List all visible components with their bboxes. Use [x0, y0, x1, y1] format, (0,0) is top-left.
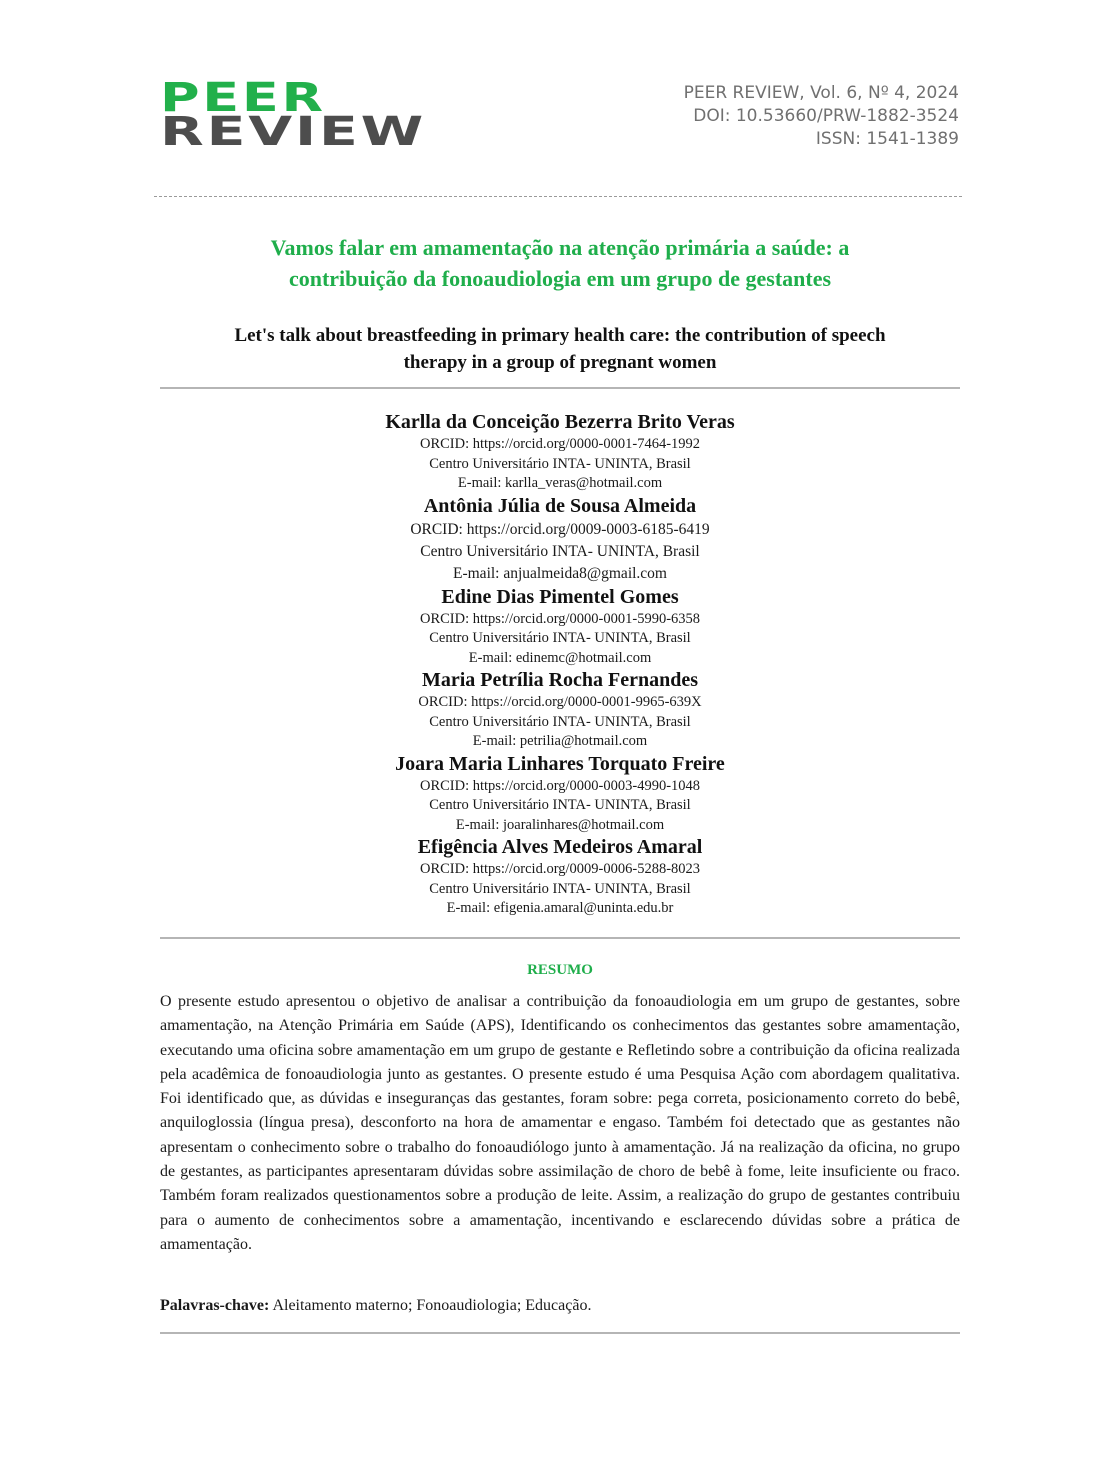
- abstract-text: O presente estudo apresentou o objetivo de analisar a contribuição da fonoaudiologia em um grupo de gestantes, sobre amamentação, na Atenção Primária em Saúde (APS), Identificando os conhecimentos das gestantes sobre amamentação, executando uma oficina sobre amamentação em um grupo de gestante e Refletindo sobre a contribuição da oficina realizada pela acadêmica de fonoaudiologia junto as gestantes. O presente estudo é uma Pesquisa Ação com abordagem qualitativa. Foi identificado que, as dúvidas e inseguranças das gestantes, foram sobre: pega correta, posicionamento correto do bebê, anquiloglossia (língua presa), desconforto na hora de amamentar e engaso. Também foi detectado que as gestantes não apresentam o conhecimento sobre o trabalho do fonoaudiólogo junto à amamentação. Já na realização da oficina, no grupo de gestantes, as participantes apresentaram dúvidas sobre assimilação de choro de bebê à fome, leite insuficiente ou fraco. Também foram realizados questionamentos sobre a produção de leite. Assim, a realização do grupo de gestantes contribuiu para o aumento de conhecimentos sobre a amamentação, incentivando e esclarecendo dúvidas sobre a prática de amamentação.: [160, 993, 960, 1253]
- header-divider: [154, 196, 962, 197]
- author-email[interactable]: E-mail: petrilia@hotmail.com: [472, 733, 648, 749]
- journal-issn: ISSN: 1541-1389: [815, 129, 959, 149]
- author-email[interactable]: E-mail: karlla_veras@hotmail.com: [457, 475, 663, 491]
- author-affiliation: Centro Universitário INTA- UNINTA, Brasil: [429, 455, 691, 472]
- author-orcid[interactable]: ORCID: https://orcid.org/0009-0006-5288-8023: [419, 861, 701, 877]
- author-block: [160, 752, 960, 836]
- author-affiliation: Centro Universitário INTA- UNINTA, Brasil: [429, 713, 691, 730]
- author-orcid[interactable]: ORCID: https://orcid.org/0009-0003-6185-6419: [410, 520, 710, 538]
- title-portuguese-line1: Vamos falar em amamentação na atenção primária a saúde: a: [270, 235, 850, 260]
- journal-logo: [160, 75, 427, 155]
- author-list: [160, 410, 960, 919]
- author-email[interactable]: E-mail: edinemc@hotmail.com: [468, 649, 652, 666]
- author-affiliation: Centro Universitário INTA- UNINTA, Brasil: [429, 880, 691, 897]
- author-block: [160, 835, 960, 919]
- author-name: Antônia Júlia de Sousa Almeida: [423, 494, 697, 517]
- logo-peer-text: PEER: [160, 75, 326, 121]
- author-affiliation: Centro Universitário INTA- UNINTA, Brasil: [420, 542, 700, 560]
- author-name: Karlla da Conceição Bezerra Brito Veras: [385, 411, 735, 433]
- keywords-label: Palavras-chave:: [160, 1297, 270, 1314]
- keywords-values: Aleitamento materno; Fonoaudiologia; Educação.: [272, 1297, 592, 1314]
- keywords: [160, 1294, 960, 1318]
- author-block: [160, 494, 960, 585]
- title-portuguese-line2: contribuição da fonoaudiologia em um grupo de gestantes: [288, 266, 832, 291]
- author-affiliation: Centro Universitário INTA- UNINTA, Brasil: [429, 630, 691, 646]
- authors-divider: [160, 937, 960, 939]
- title-divider: [160, 387, 960, 389]
- author-email[interactable]: E-mail: efigenia.amaral@uninta.edu.br: [446, 900, 674, 916]
- journal-doi: DOI: 10.53660/PRW-1882-3524: [693, 106, 959, 126]
- author-name: Joara Maria Linhares Torquato Freire: [395, 752, 725, 775]
- abstract-divider: [160, 1332, 960, 1334]
- logo-review-text: REVIEW: [160, 109, 427, 155]
- journal-meta: [684, 82, 959, 151]
- author-email[interactable]: E-mail: anjualmeida8@gmail.com: [453, 564, 667, 582]
- author-orcid[interactable]: ORCID: https://orcid.org/0000-0003-4990-1048: [419, 777, 701, 794]
- title-english: [160, 322, 960, 376]
- title-english-line2: therapy in a group of pregnant women: [403, 352, 717, 373]
- author-affiliation: Centro Universitário INTA- UNINTA, Brasil: [429, 797, 691, 813]
- author-block: [160, 668, 960, 752]
- author-orcid[interactable]: ORCID: https://orcid.org/0000-0001-7464-1992: [419, 436, 701, 452]
- abstract-heading: RESUMO: [527, 962, 593, 978]
- author-name: Maria Petrília Rocha Fernandes: [421, 669, 699, 691]
- author-name: Edine Dias Pimentel Gomes: [441, 585, 679, 608]
- journal-volume: PEER REVIEW, Vol. 6, Nº 4, 2024: [683, 83, 959, 103]
- author-name: Efigência Alves Medeiros Amaral: [417, 836, 703, 858]
- author-block: [160, 585, 960, 669]
- author-orcid[interactable]: ORCID: https://orcid.org/0000-0001-9965-639X: [418, 694, 702, 710]
- author-email[interactable]: E-mail: joaralinhares@hotmail.com: [455, 816, 665, 833]
- title-portuguese: [160, 232, 960, 294]
- author-orcid[interactable]: ORCID: https://orcid.org/0000-0001-5990-6358: [419, 610, 701, 627]
- author-block: [160, 410, 960, 494]
- title-english-line1: Let's talk about breastfeeding in primary health care: the contribution of speech: [234, 325, 886, 346]
